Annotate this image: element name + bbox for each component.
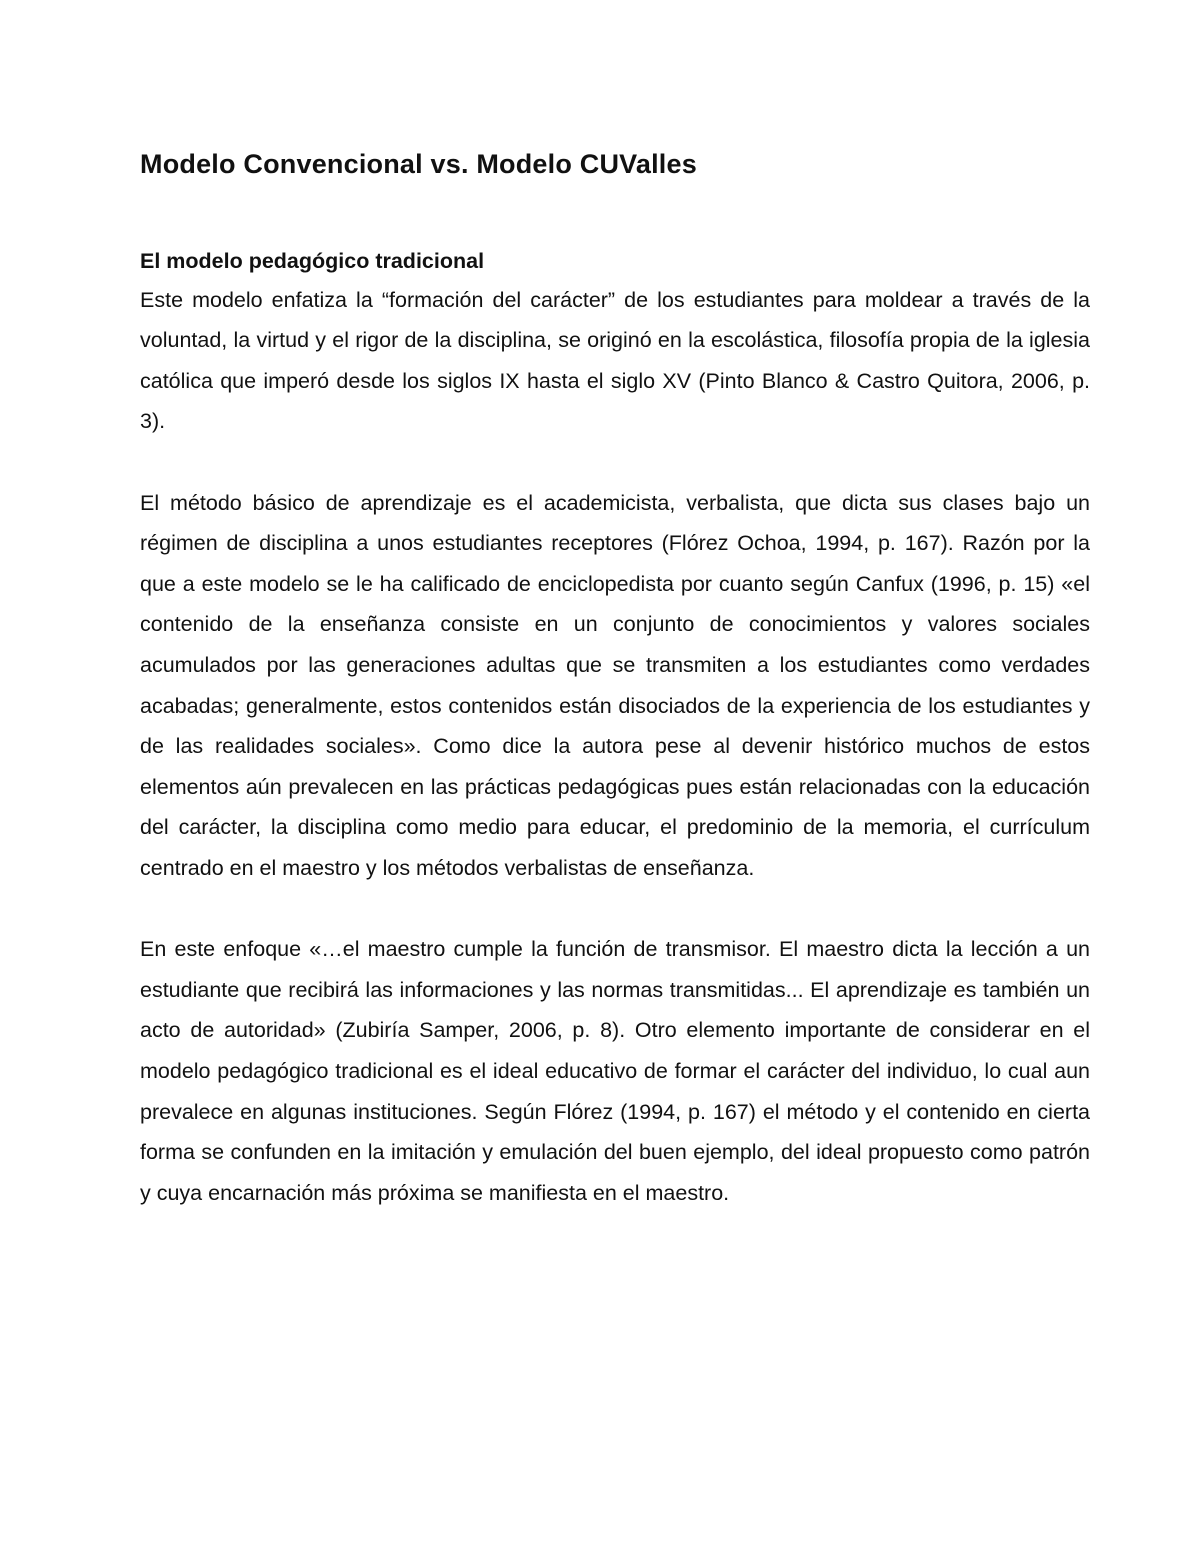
section-heading: El modelo pedagógico tradicional — [140, 248, 485, 273]
paragraph-3: En este enfoque «…el maestro cumple la función de transmisor. El maestro dicta la lección a un estudiante que recibirá las informaciones y las normas transmitidas... El aprendizaje es también un acto de autoridad» (Zubiría Samper, 2006, p. 8). Otro elemento importante de considerar en el modelo pedagógico tradicional es el ideal educativo de formar el carácter del individuo, lo cual aun prevalece en algunas instituciones. Según Flórez (1994, p. 167) el método y el contenido en cierta forma se confunden en la imitación y emulación del buen ejemplo, del ideal propuesto como patrón y cuya encarnación más próxima se manifiesta en el maestro. — [140, 937, 1090, 1205]
document-page — [140, 150, 1090, 1213]
document-title: Modelo Convencional vs. Modelo CUValles — [140, 149, 697, 179]
paragraph-2: El método básico de aprendizaje es el academicista, verbalista, que dicta sus clases bajo un régimen de disciplina a unos estudiantes receptores (Flórez Ochoa, 1994, p. 167). Razón por la que a este modelo se le ha calificado de enciclopedista por cuanto según Canfux (1996, p. 15) «el contenido de la enseñanza consiste en un conjunto de conocimientos y valores sociales acumulados por las generaciones adultas que se transmiten a los estudiantes como verdades acabadas; generalmente, estos contenidos están disociados de la experiencia de los estudiantes y de las realidades sociales». Como dice la autora pese al devenir histórico muchos de estos elementos aún prevalecen en las prácticas pedagógicas pues están relacionadas con la educación del carácter, la disciplina como medio para educar, el predominio de la memoria, el currículum centrado en el maestro y los métodos verbalistas de enseñanza. — [140, 490, 1090, 880]
paragraph-1: Este modelo enfatiza la “formación del carácter” de los estudiantes para moldear a través de la voluntad, la virtud y el rigor de la disciplina, se originó en la escolástica, filosofía propia de la iglesia católica que imperó desde los siglos IX hasta el siglo XV (Pinto Blanco & Castro Quitora, 2006, p. 3). — [140, 287, 1090, 434]
